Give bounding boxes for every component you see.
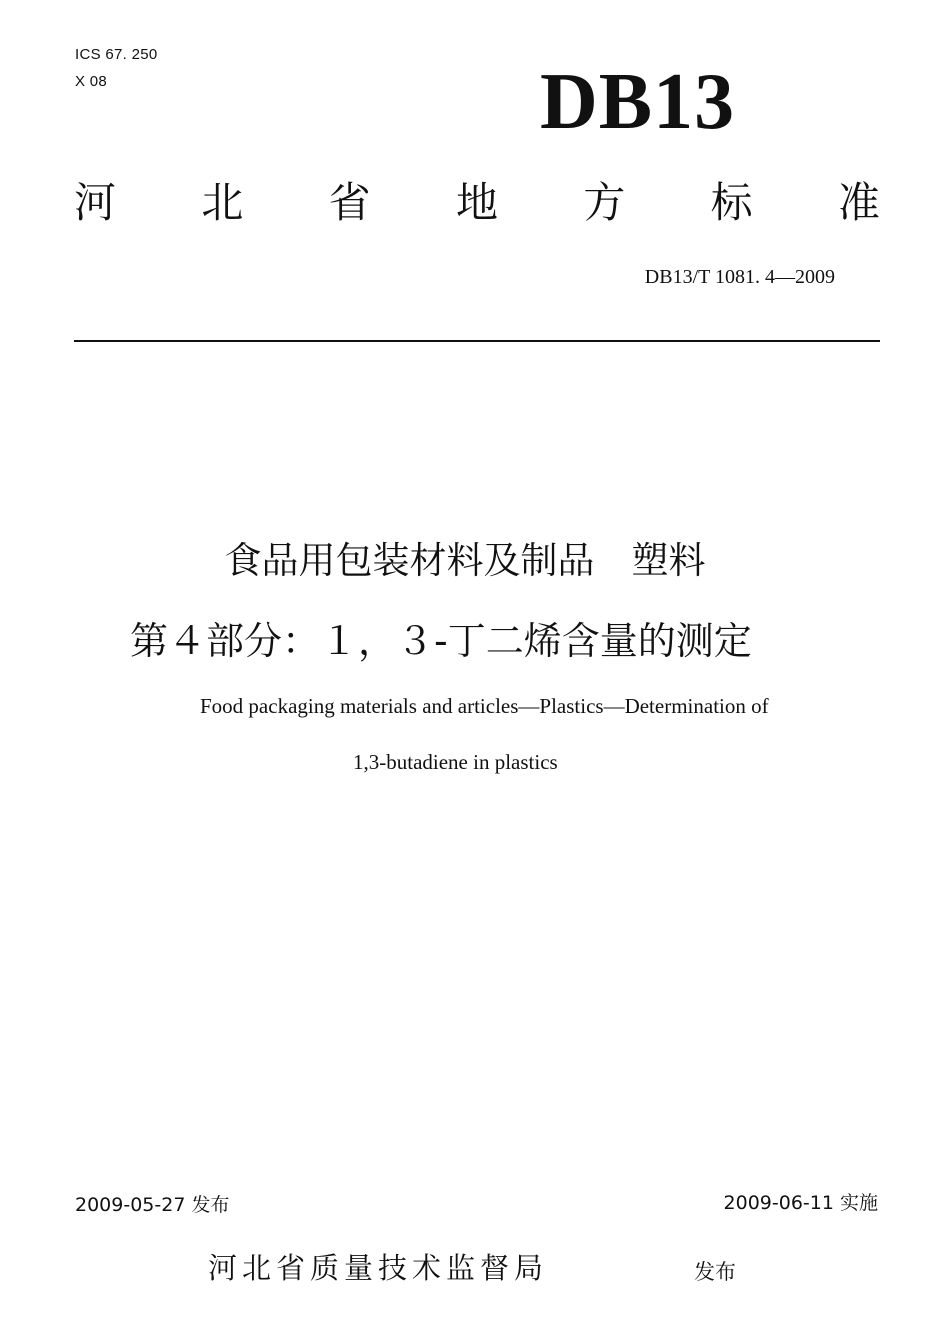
standard-type-title [74,178,880,228]
title-char: 标 [710,178,753,227]
title-char: 准 [837,178,880,227]
chinese-title-line-2: 第４部分：１，３-丁二烯含量的测定 [130,619,752,663]
ics-code: ICS 67. 250 [75,46,158,63]
title-char: 地 [455,178,498,227]
issue-date: 2009-05-27 发布 [75,1194,230,1216]
standard-number: DB13/T 1081. 4—2009 [644,266,835,288]
title-char: 河 [74,178,117,227]
title-char: 省 [328,178,371,227]
english-title-line-1: Food packaging materials and articles—Plastics—Determination of [200,694,769,718]
title-char: 北 [201,178,244,227]
standard-code-logo: DB13 [540,58,736,146]
implementation-date: 2009-06-11 实施 [723,1192,878,1214]
issuing-authority: 河北省质量技术监督局 [208,1251,549,1285]
classification-code: X 08 [75,73,108,90]
title-char: 方 [583,178,626,227]
english-title-line-2: 1,3-butadiene in plastics [353,750,558,774]
chinese-title-line-1: 食品用包装材料及制品 塑料 [224,539,706,582]
header-divider [74,340,880,342]
issuing-action: 发布 [694,1260,736,1284]
